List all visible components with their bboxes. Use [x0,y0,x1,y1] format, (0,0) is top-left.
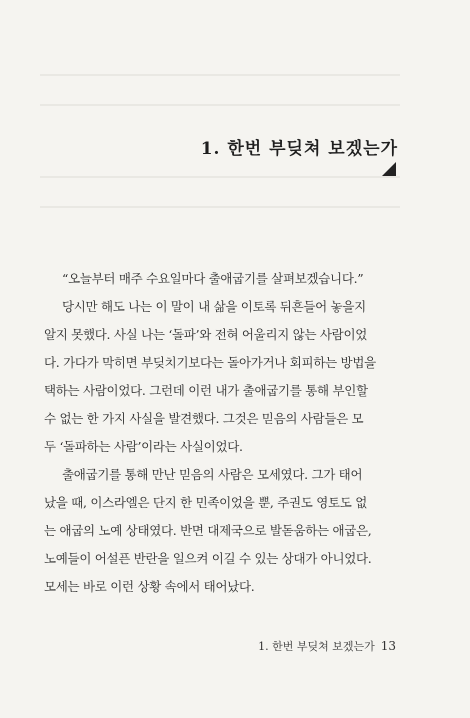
body-line: 다. 가다가 막히면 부딪치기보다는 돌아가거나 회피하는 방법을 [44,355,376,370]
body-line: 출애굽기를 통해 만난 믿음의 사람은 모세였다. 그가 태어 [62,467,363,482]
show-through-line [40,206,400,208]
body-line: 수 없는 한 가지 사실을 발견했다. 그것은 믿음의 사람들은 모 [44,411,364,426]
body-line: 알지 못했다. 사실 나는 ‘돌파’와 전혀 어울리지 않는 사람이었 [44,327,368,342]
page-number: 13 [380,639,396,653]
show-through-line [40,74,400,76]
body-line: 택하는 사람이었다. 그런데 이런 내가 출애굽기를 통해 부인할 [44,383,368,398]
body-line: 노예들이 어설픈 반란을 일으켜 이길 수 있는 상대가 아니었다. [44,551,372,566]
page-footer [258,638,396,654]
running-title: 1. 한번 부딪쳐 보겠는가 [258,640,375,653]
body-line: “오늘부터 매주 수요일마다 출애굽기를 살펴보겠습니다.” [62,271,364,286]
body-line: 는 애굽의 노예 상태였다. 반면 대제국으로 발돋움하는 애굽은, [44,523,372,538]
body-line: 두 ‘돌파하는 사람’이라는 사실이었다. [44,439,243,454]
body-text [44,265,394,601]
body-line: 당시만 해도 나는 이 말이 내 삶을 이토록 뒤흔들어 놓을지 [62,299,366,314]
show-through-line [40,104,400,106]
body-line: 모세는 바로 이런 상황 속에서 태어났다. [44,579,255,594]
triangle-corner-icon [382,162,396,176]
show-through-line [40,176,400,178]
body-line: 났을 때, 이스라엘은 단지 한 민족이었을 뿐, 주권도 영토도 없 [44,495,368,510]
chapter-title: 1. 한번 부딪쳐 보겠는가 [200,139,398,159]
